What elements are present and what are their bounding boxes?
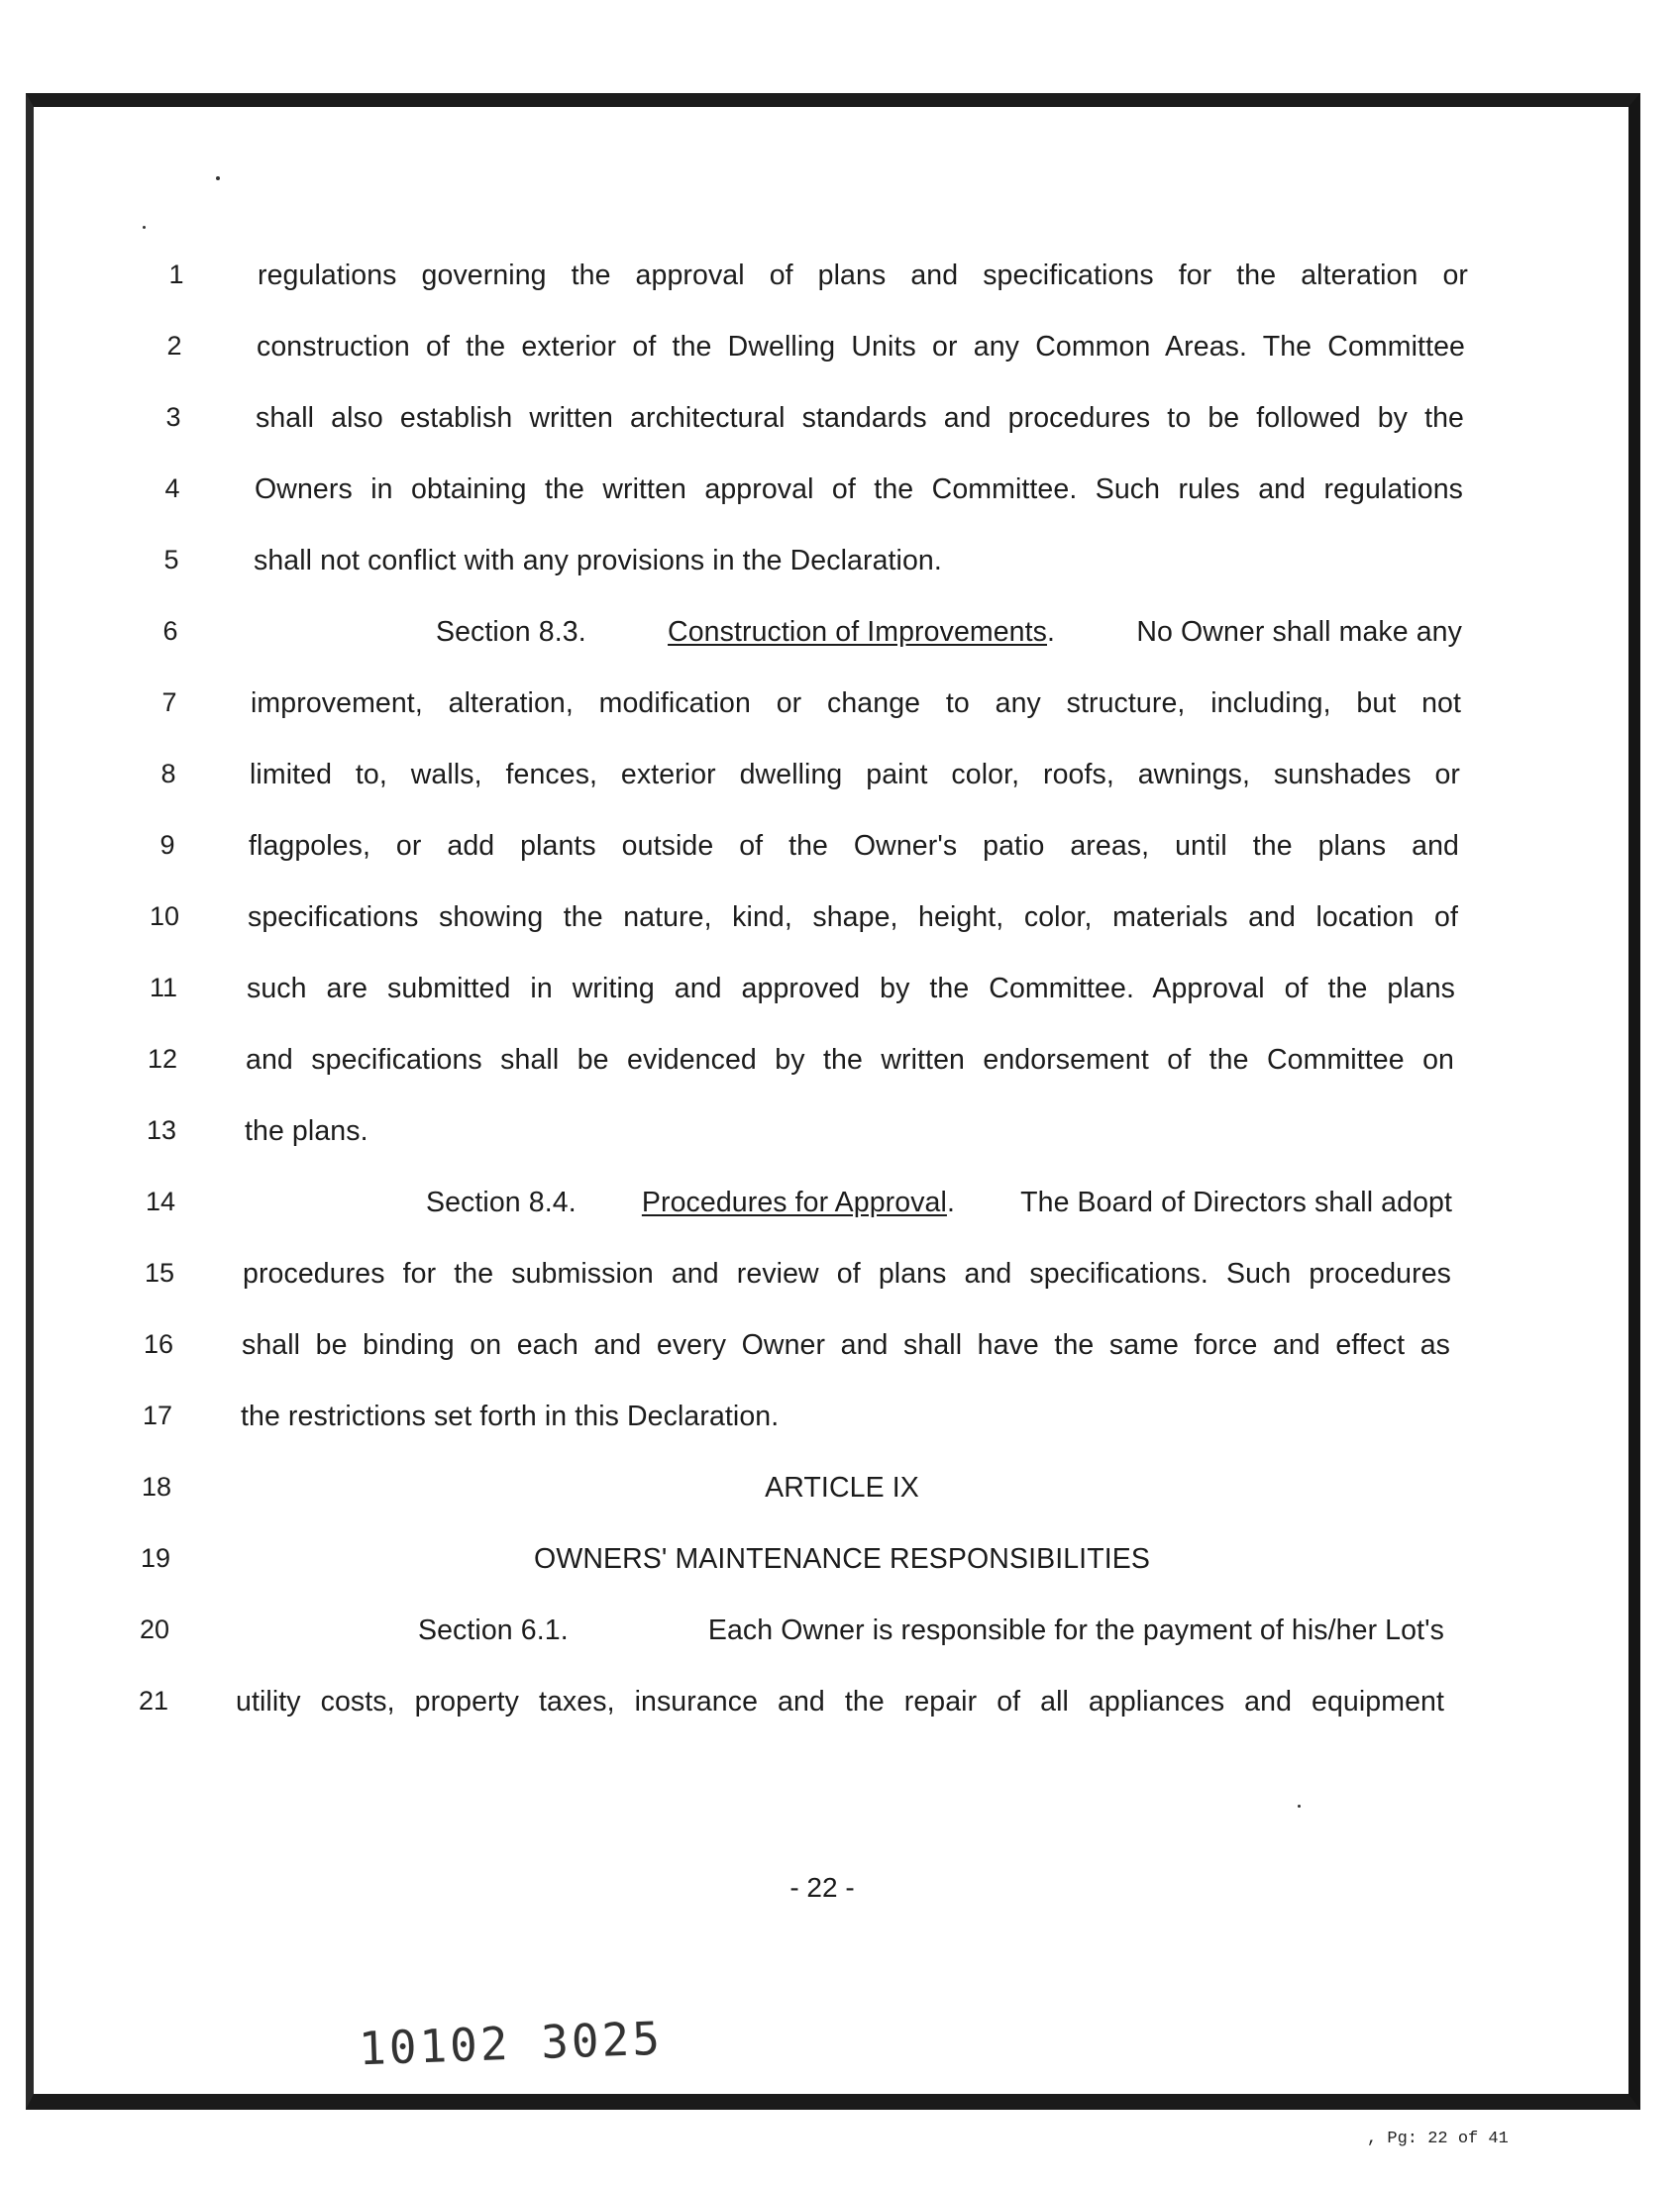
body-line: construction of the exterior of the Dwelling Units or any Common Areas. The Committee <box>257 331 1465 363</box>
line-number: 17 <box>142 1401 173 1430</box>
section-text: Each Owner is responsible for the payment of his/her Lot's <box>707 1614 1444 1646</box>
body-line: procedures for the submission and review of plans and specifications. Such procedures <box>243 1258 1451 1290</box>
body-line: regulations governing the approval of plans and specifications for the alteration or <box>258 260 1468 291</box>
article-title: ARTICLE IX <box>765 1472 919 1504</box>
section-number: Section 8.4. <box>426 1187 577 1218</box>
line-number: 9 <box>159 830 175 860</box>
body-line: the plans. <box>245 1115 368 1147</box>
speck <box>216 176 220 180</box>
line-number: 13 <box>146 1115 177 1145</box>
line-number: 7 <box>161 687 177 717</box>
body-line: shall not conflict with any provisions in the Declaration. <box>254 545 942 576</box>
line-number: 12 <box>147 1044 178 1074</box>
section-number: Section 6.1. <box>418 1614 569 1646</box>
body-line: shall be binding on each and every Owner and shall have the same force and effect as <box>242 1329 1450 1361</box>
line-number: 2 <box>166 331 182 361</box>
punctuation: . <box>946 1187 955 1218</box>
section-heading-line <box>436 616 1462 649</box>
body-line: improvement, alteration, modification or change to any structure, including, but not <box>251 687 1461 719</box>
body-line: limited to, walls, fences, exterior dwelling paint color, roofs, awnings, sunshades or <box>250 759 1460 790</box>
section-number: Section 8.3. <box>436 616 586 648</box>
section-heading-line <box>418 1614 1444 1647</box>
body-line: such are submitted in writing and approved by the Committee. Approval of the plans <box>247 973 1455 1004</box>
line-number: 20 <box>139 1614 170 1644</box>
page-number: - 22 - <box>789 1872 855 1903</box>
line-number: 14 <box>145 1187 176 1216</box>
speck <box>143 226 146 229</box>
line-number: 4 <box>164 473 180 503</box>
page-counter: , Pg: 22 of 41 <box>1367 2130 1509 2148</box>
line-number: 6 <box>162 616 178 646</box>
body-line: specifications showing the nature, kind, shape, height, color, materials and location of <box>248 901 1458 933</box>
body-line: Owners in obtaining the written approval of the Committee. Such rules and regulations <box>255 473 1463 505</box>
article-heading: OWNERS' MAINTENANCE RESPONSIBILITIES <box>534 1543 1150 1575</box>
line-number: 8 <box>160 759 176 788</box>
line-number: 11 <box>149 973 178 1002</box>
body-line: flagpoles, or add plants outside of the Owner's patio areas, until the plans and <box>249 830 1459 862</box>
line-number: 15 <box>144 1258 175 1288</box>
section-text: No Owner shall make any <box>1136 616 1462 648</box>
section-heading-line <box>426 1187 1452 1219</box>
line-number: 21 <box>138 1686 169 1716</box>
page-frame <box>26 93 1640 2110</box>
body-line: and specifications shall be evidenced by the written endorsement of the Committee on <box>246 1044 1454 1076</box>
recording-stamp: 10102 3025 <box>358 2011 664 2076</box>
line-number: 1 <box>168 260 184 289</box>
section-title: Construction of Improvements <box>668 616 1048 648</box>
section-text: The Board of Directors shall adopt <box>1020 1187 1452 1218</box>
line-number: 16 <box>143 1329 174 1359</box>
speck <box>1298 1805 1301 1808</box>
body-line: shall also establish written architectural standards and procedures to be followed by the <box>256 402 1464 434</box>
body-line: utility costs, property taxes, insurance and the repair of all appliances and equipment <box>236 1686 1444 1718</box>
line-number: 19 <box>140 1543 171 1573</box>
punctuation: . <box>1047 616 1056 648</box>
line-number: 18 <box>141 1472 172 1502</box>
body-line: the restrictions set forth in this Declaration. <box>241 1401 780 1432</box>
line-number: 3 <box>165 402 181 432</box>
line-number: 5 <box>163 545 179 574</box>
section-title: Procedures for Approval <box>641 1187 947 1218</box>
line-number: 10 <box>149 901 180 931</box>
